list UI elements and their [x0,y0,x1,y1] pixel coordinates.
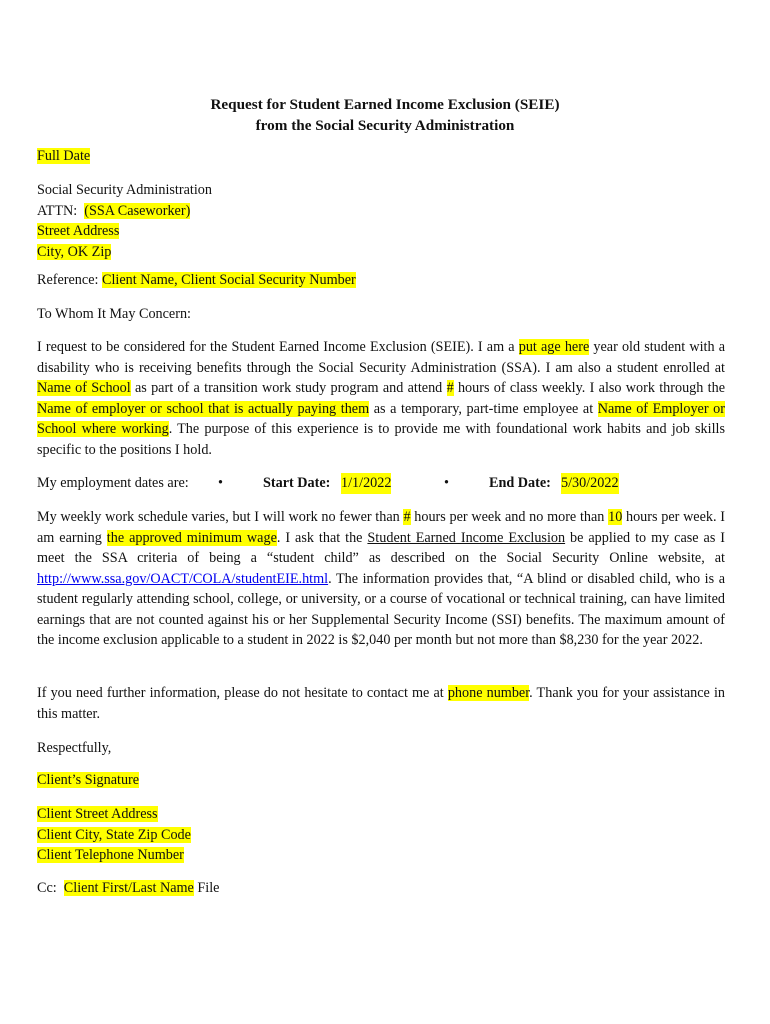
client-city: Client City, State Zip Code [37,826,191,843]
title-line-2: from the Social Security Administration [255,117,515,134]
p1-text-5: as a temporary, part-time employee at [369,400,598,417]
p2-text-6: . The information provides that, “A blind or disabled child, who is a student regularly attending school, college, or university, or a course of vocational or technical training, can have limited earnings that are not counted against his or her Supplemental Security Income (SSI) benefits. The maximum amount of the income exclusion applicable to a student in 2022 is $2,040 per month but not more than $8,230 for the year 2022. [37,570,725,648]
ssa-website-link[interactable]: http://www.ssa.gov/OACT/COLA/studentEIE.html [37,570,329,587]
recipient-org: Social Security Administration [37,182,212,198]
p2-max-hours: 10 [608,509,623,525]
attn-label: ATTN: [37,202,78,219]
title-line-1: Request for Student Earned Income Exclusion (SEIE) [210,96,560,113]
p1-text-3: as part of a transition work study program and attend [130,380,447,396]
p1-school-placeholder: Name of School [37,380,131,396]
client-street: Client Street Address [37,806,158,822]
p1-age-placeholder: put age here [518,339,590,355]
end-date-label: End Date: [489,475,551,491]
paragraph-2 [37,507,725,651]
date-placeholder: Full Date [37,148,91,164]
recipient-street: Street Address [37,223,120,239]
p3-text-1: If you need further information, please do not hesitate to contact me at [37,685,448,701]
employment-dates [37,473,725,493]
p2-wage-placeholder: the approved minimum wage [106,529,277,546]
p2-min-hours-placeholder: # [403,509,411,525]
end-date-value: 5/30/2022 [561,473,619,494]
p3-text-2: . Thank you for your assistance in this matter. [37,685,725,722]
cc-name: Client First/Last Name [63,880,194,896]
p1-text-2: year old student with a disability who is receiving benefits through the Social Security Administration (SSA). I am also a student enrolled at [37,339,726,376]
p1-text-6: . The purpose of this experience is to provide me with foundational work habits and job skills specific to the positions I hold. [37,421,725,458]
p3-phone-placeholder: phone number [447,685,530,701]
p1-payer-placeholder: Name of employer or school that is actually paying them [37,400,370,417]
bullet-1: • [218,475,223,491]
p2-text-5: be applied to my case as I meet the SSA criteria of being a “student child” as described on the Social Security Online website, at [37,529,726,566]
cc-suffix: File [193,880,220,896]
start-date-value: 1/1/2022 [341,473,391,494]
start-date-label: Start Date: [263,475,331,491]
date-line [37,146,725,167]
bullet-2: • [444,475,449,491]
p1-employer-placeholder: Name of Employer or School where working [37,400,725,437]
p1-text-4: hours of class weekly. I also work through the [453,380,725,396]
recipient-city: City, OK Zip [37,243,112,260]
closing: Respectfully, [37,740,112,756]
p2-seie-underlined: Student Earned Income Exclusion [367,529,566,546]
paragraph-3 [37,683,725,724]
reference-label: Reference: [37,272,99,288]
p2-text-1: My weekly work schedule varies, but I will work no fewer than [37,509,404,525]
cc-line [37,878,725,899]
document-title [0,94,770,136]
paragraph-1 [37,337,725,460]
reference-line [37,270,725,291]
p2-text-4: . I ask that the [276,529,368,546]
salutation: To Whom It May Concern: [37,306,191,322]
recipient-attn [37,201,725,222]
reference-value: Client Name, Client Social Security Number [101,272,356,288]
p1-hours-placeholder: # [446,380,454,396]
cc-label: Cc: [37,880,57,896]
p2-text-2: hours per week and no more than [410,509,609,525]
signature-placeholder: Client’s Signature [37,772,140,788]
p2-text-3: hours per week. I am earning [37,509,725,546]
client-address [37,804,725,866]
employment-label: My employment dates are: [37,475,189,491]
p1-text-1: I request to be considered for the Student Earned Income Exclusion (SEIE). I am a [37,339,519,355]
signature-line [37,770,725,791]
client-phone: Client Telephone Number [37,847,184,863]
attn-value: (SSA Caseworker) [84,202,191,219]
recipient-address [37,180,725,262]
